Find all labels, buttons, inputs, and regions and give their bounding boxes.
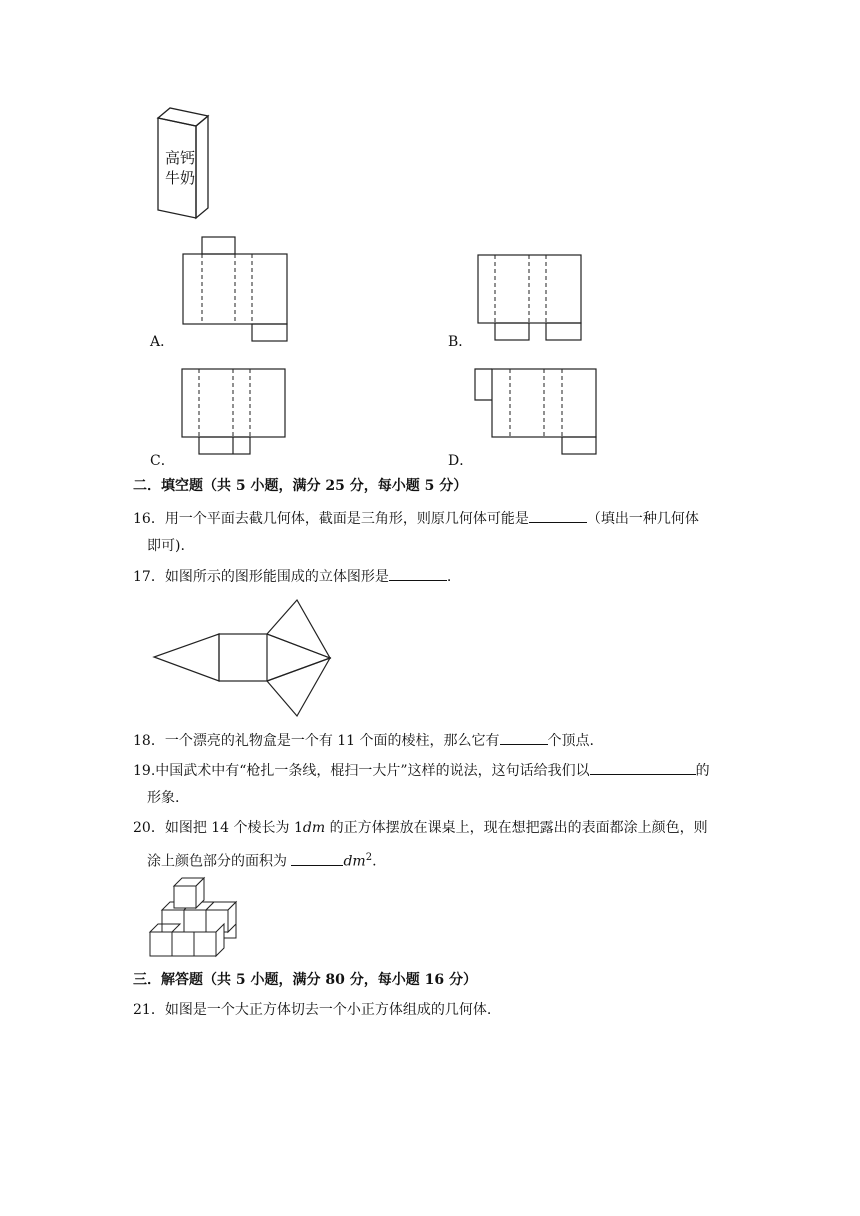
milk-box-label-1: 高钙 [165, 149, 196, 167]
net-option-c [178, 366, 298, 466]
q20-text1a: 20．如图把 14 个棱长为 1 [133, 820, 303, 836]
q16-text2: （填出一种几何体 [586, 511, 699, 527]
q20-text3: . [372, 853, 377, 870]
q18-text1: 18．一个漂亮的礼物盒是一个有 11 个面的棱柱，那么它有 [133, 733, 500, 749]
q16-answer-blank[interactable] [529, 508, 587, 523]
option-b-label: B． [448, 334, 473, 350]
q18-answer-blank[interactable] [500, 730, 548, 745]
net-option-a [180, 234, 300, 344]
section2-heading: 二．填空题（共 5 小题，满分 25 分，每小题 5 分） [133, 478, 468, 494]
net-option-d [472, 366, 612, 466]
q20-text1b: 的正方体摆放在课桌上，现在想把露出的表面都涂上颜色，则 [325, 820, 708, 836]
milk-box-label-2: 牛奶 [165, 169, 196, 187]
section3-heading: 三．解答题（共 5 小题，满分 80 分，每小题 16 分） [133, 972, 477, 988]
q20-text2: 涂上颜色部分的面积为 [147, 853, 292, 870]
q19-answer-blank[interactable] [590, 760, 696, 775]
cube-stack-figure [146, 874, 246, 964]
q17-net-figure [150, 596, 350, 726]
q20-sup: 2 [365, 852, 373, 863]
q16-line1 [133, 508, 699, 529]
option-c-label: C． [150, 453, 175, 469]
q16-text3: 即可). [147, 538, 185, 554]
q18-line [133, 730, 594, 751]
q19-line1 [133, 760, 710, 781]
option-d-label: D． [448, 453, 474, 469]
q17-text1: 17．如图所示的图形能围成的立体图形是 [133, 569, 389, 585]
q17-answer-blank[interactable] [389, 566, 447, 581]
q18-text2: 个顶点. [547, 733, 594, 749]
q20-line1 [133, 818, 708, 838]
q19-text2: 的 [695, 763, 710, 779]
q16-text1: 16．用一个平面去截几何体，截面是三角形，则原几何体可能是 [133, 511, 529, 527]
q17-text2: . [446, 569, 452, 585]
q17-line [133, 566, 451, 587]
option-a-label: A． [150, 334, 175, 350]
q19-text1: 19.中国武术中有“枪扎一条线，棍扫一大片”这样的说法，这句话给我们以 [133, 763, 590, 779]
q19-text3: 形象. [147, 790, 180, 806]
q20-answer-blank[interactable] [291, 851, 343, 866]
q21-text: 21．如图是一个大正方体切去一个小正方体组成的几何体. [133, 1002, 492, 1018]
q20-unit2: dm [343, 853, 366, 870]
q20-line2 [147, 848, 377, 872]
q20-unit1: dm [302, 820, 326, 836]
net-option-b [474, 252, 594, 352]
